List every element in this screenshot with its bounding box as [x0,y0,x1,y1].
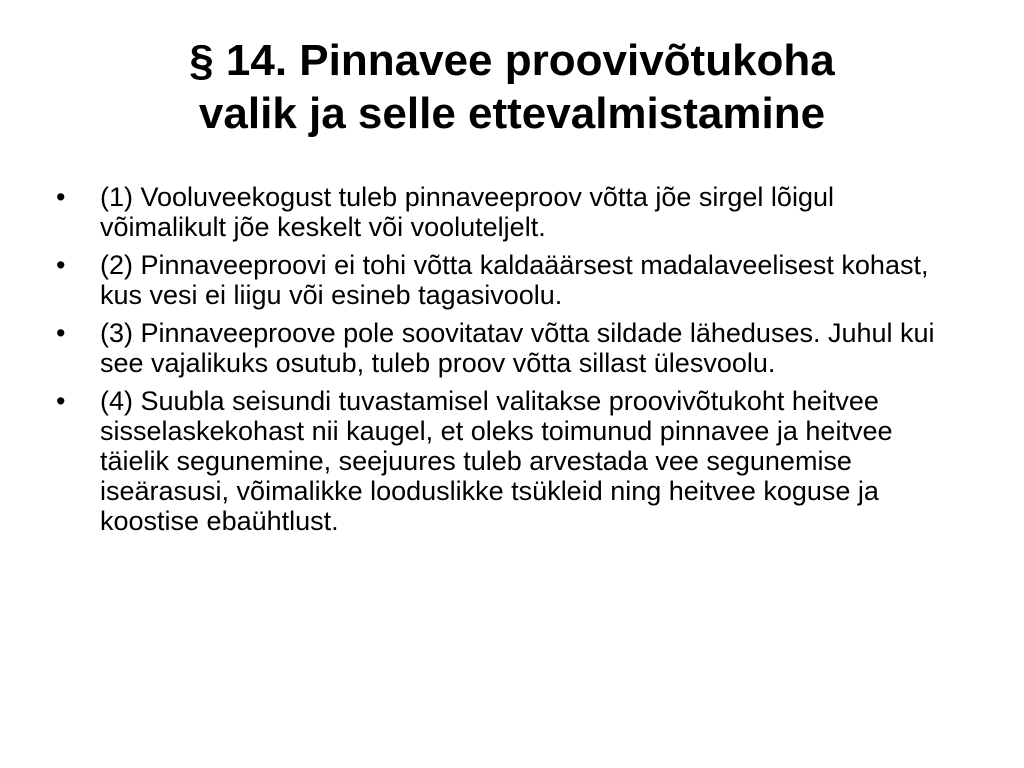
slide-title-line-2: valik ja selle ettevalmistamine [198,89,826,138]
bullet-text-1: (1) Vooluveekogust tuleb pinnaveeproov võtta jõe sirgel lõigul võimalikult jõe keskelt või vooluteljelt. [100,182,834,242]
bullet-dot-icon: • [56,182,66,212]
bullet-text-2: (2) Pinnaveeproovi ei tohi võtta kaldaäärsest madalaveelisest kohast, kus vesi ei liigu või esineb tagasivoolu. [100,250,929,310]
slide-title-line-1: § 14. Pinnavee proovivõtukoha [189,36,835,85]
bullet-item-4 [56,386,956,536]
bullet-text-4: (4) Suubla seisundi tuvastamisel valitakse proovivõtukoht heitvee sisselaskekohast nii kaugel, et oleks toimunud pinnavee ja heitvee täielik segunemine, seejuures tuleb arvestada vee segunemise iseärasusi, võimalikke looduslikke tsükleid ning heitvee koguse ja koostise ebaühtlust. [100,386,893,536]
bullet-dot-icon: • [56,318,66,348]
bullet-item-1 [56,182,956,242]
bullet-item-3 [56,318,956,378]
bullet-dot-icon: • [56,386,66,416]
bullet-text-3: (3) Pinnaveeproove pole soovitatav võtta sildade läheduses. Juhul kui see vajalikuks osutub, tuleb proov võtta sillast ülesvoolu. [100,318,935,378]
bullet-list [56,182,956,544]
slide-title [40,34,984,140]
bullet-dot-icon: • [56,250,66,280]
bullet-item-2 [56,250,956,310]
